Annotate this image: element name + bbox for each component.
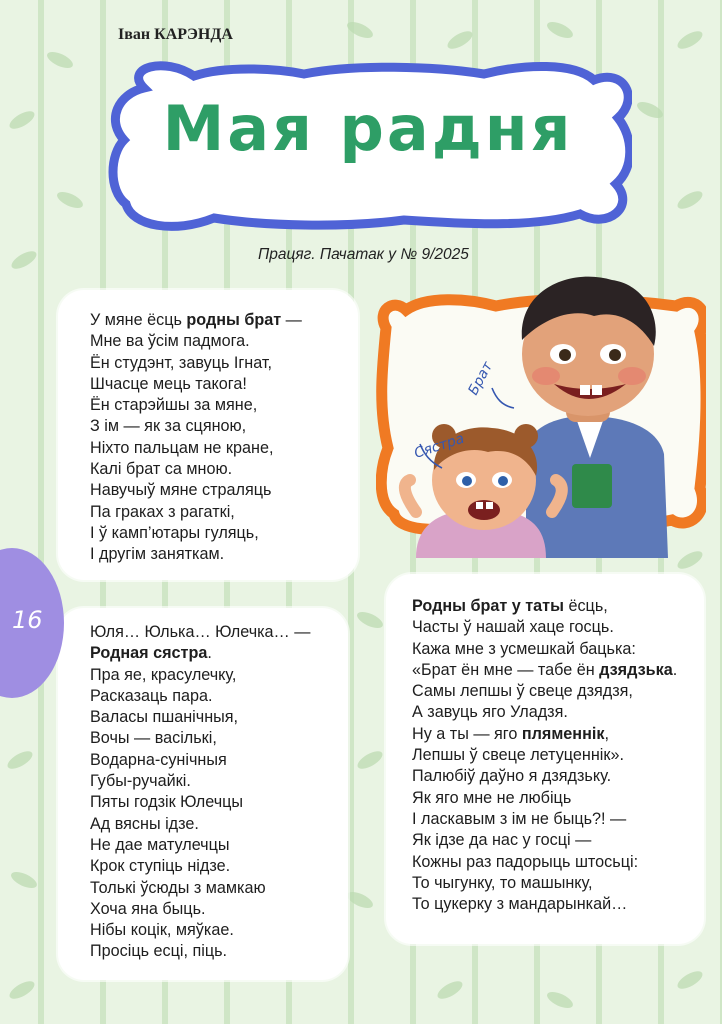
verse-line bbox=[90, 643, 310, 664]
verse-line bbox=[90, 941, 310, 962]
verse-text: Расказаць пара. bbox=[90, 686, 213, 705]
verse-text: Па граках з рагаткі, bbox=[90, 502, 235, 521]
verse-line bbox=[412, 681, 677, 702]
verse-line bbox=[90, 899, 310, 920]
verse-line bbox=[90, 856, 310, 877]
verse-line bbox=[412, 660, 677, 681]
verse-line bbox=[90, 416, 302, 437]
verse-text: Пра яе, красулечку, bbox=[90, 665, 237, 684]
poem-title: Мая радня bbox=[162, 92, 574, 165]
stanza-brother bbox=[90, 310, 302, 566]
verse-line bbox=[90, 438, 302, 459]
verse-text: Не дае матулечцы bbox=[90, 835, 230, 854]
author-name: Іван КАРЭНДА bbox=[118, 26, 233, 43]
verse-text: Хоча яна быць. bbox=[90, 899, 206, 918]
verse-line bbox=[90, 374, 302, 395]
verse-text: Валасы пшанічныя, bbox=[90, 708, 239, 727]
sister-label: Сястра bbox=[412, 430, 467, 462]
verse-line bbox=[412, 809, 677, 830]
verse-text: У мяне ёсць bbox=[90, 311, 187, 329]
highlighted-word: Родная сястра bbox=[90, 644, 208, 663]
verse-line bbox=[90, 792, 310, 813]
verse-text: Палюбіў даўно я дзядзьку. bbox=[412, 767, 612, 786]
verse-text: , bbox=[604, 724, 609, 743]
verse-text: То чыгунку, то машынку, bbox=[412, 873, 593, 892]
verse-line bbox=[412, 766, 677, 787]
verse-line bbox=[90, 502, 302, 523]
verse-text: З ім — як за сцяною, bbox=[90, 417, 247, 436]
verse-text: Ён студэнт, завуць Ігнат, bbox=[90, 353, 272, 372]
verse-line bbox=[90, 395, 302, 416]
verse-line bbox=[412, 724, 677, 745]
verse-text: Як яго мне не любіць bbox=[412, 788, 572, 807]
verse-line bbox=[412, 788, 677, 809]
family-illustration bbox=[376, 258, 706, 558]
verse-line bbox=[412, 852, 677, 873]
verse-text: Навучыў мяне страляць bbox=[90, 481, 272, 500]
verse-line bbox=[412, 830, 677, 851]
verse-text: Вочы — васількі, bbox=[90, 729, 217, 748]
verse-line bbox=[90, 707, 310, 728]
verse-text: Ад вясны ідзе. bbox=[90, 814, 199, 833]
verse-line bbox=[90, 920, 310, 941]
verse-line bbox=[90, 310, 302, 331]
verse-line bbox=[90, 331, 302, 352]
verse-text: Шчасце мець такога! bbox=[90, 374, 247, 393]
verse-text: ёсць, bbox=[563, 597, 608, 615]
verse-line bbox=[90, 814, 310, 835]
verse-text: . bbox=[672, 660, 678, 679]
verse-text: Самы лепшы ў свеце дзядзя, bbox=[412, 682, 633, 701]
verse-text: І ласкавым з ім не быць?! — bbox=[412, 809, 627, 828]
verse-line bbox=[90, 480, 302, 501]
verse-text: Толькі ўсюды з мамкаю bbox=[90, 878, 266, 897]
highlighted-word: дзядзька bbox=[599, 660, 673, 679]
verse-text: А завуць яго Уладзя. bbox=[412, 703, 568, 722]
verse-text: Водарна-сунічныя bbox=[90, 750, 227, 769]
verse-text: Лепшы ў свеце летуценнік». bbox=[412, 746, 624, 765]
highlighted-word: пляменнік bbox=[521, 724, 605, 743]
verse-text: Кажа мне з усмешкай бацька: bbox=[412, 639, 636, 658]
stanza-sister bbox=[90, 622, 310, 963]
verse-text: Мне ва ўсім падмога. bbox=[90, 332, 250, 351]
continuation-note: Працяг. Пачатак у № 9/2025 bbox=[258, 246, 469, 263]
verse-text: Часты ў нашай хаце госць. bbox=[412, 618, 614, 637]
verse-line bbox=[90, 544, 302, 565]
verse-line bbox=[90, 878, 310, 899]
verse-text: . bbox=[207, 644, 212, 663]
verse-text: Ён старэйшы за мяне, bbox=[90, 396, 258, 415]
verse-line bbox=[90, 686, 310, 707]
verse-line bbox=[90, 835, 310, 856]
page-number: 16 bbox=[12, 606, 43, 634]
verse-line bbox=[90, 771, 310, 792]
verse-line bbox=[90, 523, 302, 544]
verse-line bbox=[90, 353, 302, 374]
verse-text: Кожны раз падорыць штосьці: bbox=[412, 852, 639, 871]
verse-line bbox=[412, 617, 677, 638]
verse-line bbox=[90, 622, 310, 643]
highlighted-word: Родны брат у таты bbox=[412, 597, 564, 615]
verse-line bbox=[412, 745, 677, 766]
verse-text: Просіць есці, піць. bbox=[90, 942, 228, 961]
verse-text: Ніхто пальцам не кране, bbox=[90, 438, 274, 457]
verse-text: Калі брат са мною. bbox=[90, 460, 233, 479]
verse-line bbox=[412, 873, 677, 894]
brother-label: Брат bbox=[465, 359, 497, 398]
verse-text: Нібы коцік, мяўкае. bbox=[90, 921, 234, 940]
verse-text: Ну а ты — яго bbox=[412, 724, 522, 743]
verse-text: «Брат ён мне — табе ён bbox=[412, 660, 600, 679]
verse-text: Крок ступіць нідзе. bbox=[90, 857, 231, 876]
verse-text: І ў камп’ютары гуляць, bbox=[90, 523, 259, 542]
verse-text: Юля… Юлька… Юлечка… — bbox=[90, 623, 311, 641]
verse-line bbox=[412, 894, 677, 915]
highlighted-word: родны брат bbox=[186, 311, 282, 329]
verse-text: — bbox=[281, 311, 302, 329]
verse-text: Пяты годзік Юлечцы bbox=[90, 793, 244, 812]
verse-text: І другім заняткам. bbox=[90, 545, 225, 564]
verse-line bbox=[90, 459, 302, 480]
verse-line bbox=[412, 702, 677, 723]
verse-line bbox=[90, 750, 310, 771]
verse-line bbox=[412, 596, 677, 617]
verse-line bbox=[90, 728, 310, 749]
verse-line bbox=[90, 665, 310, 686]
verse-line bbox=[412, 639, 677, 660]
verse-text: Губы-ручайкі. bbox=[90, 772, 191, 791]
verse-text: То цукерку з мандарынкай… bbox=[412, 895, 628, 914]
verse-text: Як ідзе да нас у госці — bbox=[412, 831, 592, 850]
stanza-uncle bbox=[412, 596, 677, 915]
